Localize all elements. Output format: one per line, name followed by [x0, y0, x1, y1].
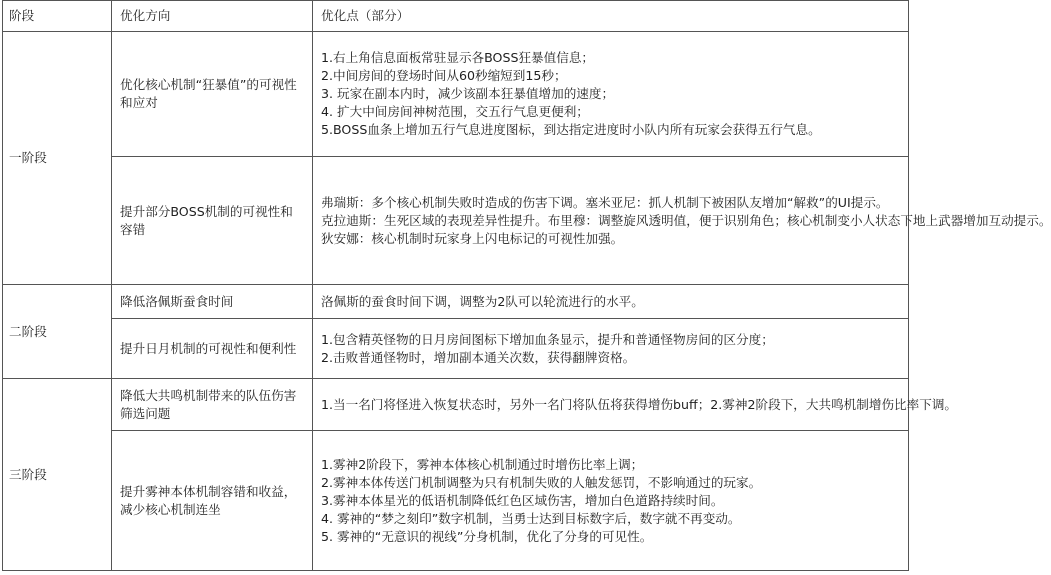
header-points: 优化点（部分） [313, 1, 909, 32]
table-row [3, 431, 909, 571]
point-line: 2.击败普通怪物时，增加副本通关次数，获得翻牌资格。 [321, 349, 636, 365]
table-row [3, 32, 909, 157]
point-line: 3. 玩家在副本内时，减少该副本狂暴值增加的速度； [321, 86, 615, 101]
point-line: 1.雾神2阶段下，雾神本体核心机制通过时增伤比率上调； [321, 456, 644, 472]
header-row [3, 1, 909, 32]
header-stage: 阶段 [3, 1, 112, 32]
point-line: 1.右上角信息面板常驻显示各BOSS狂暴值信息； [321, 50, 595, 65]
point-line: 克拉迪斯：生死区域的表现差异性提升。布里穆：调整旋风透明值，便于识别角色；核心机制变小人状态下地上武器增加互动提示。 [321, 212, 1051, 228]
points-cell [313, 319, 909, 379]
direction-cell: 提升雾神本体机制容错和收益，减少核心机制连坐 [112, 431, 313, 571]
table-row [3, 319, 909, 379]
header-direction: 优化方向 [112, 1, 313, 32]
point-line: 2.雾神本体传送门机制调整为只有机制失败的人触发惩罚，不影响通过的玩家。 [321, 474, 762, 490]
points-cell [313, 431, 909, 571]
direction-cell: 提升日月机制的可视性和便利性 [112, 319, 313, 379]
points-cell [313, 157, 1051, 285]
point-line: 5.BOSS血条上增加五行气息进度图标，到达指定进度时小队内所有玩家会获得五行气息。 [321, 122, 821, 137]
direction-cell: 降低洛佩斯蚕食时间 [112, 285, 313, 319]
direction-cell: 降低大共鸣机制带来的队伍伤害筛选问题 [112, 379, 313, 431]
table-row [3, 379, 909, 431]
point-line: 4. 扩大中间房间神树范围，交五行气息更便利； [321, 104, 589, 119]
points-cell [313, 285, 909, 319]
point-line: 洛佩斯的蚕食时间下调，调整为2队可以轮流进行的水平。 [321, 293, 644, 309]
optimization-table [2, 0, 1051, 571]
points-cell [313, 379, 958, 431]
point-line: 1.包含精英怪物的日月房间图标下增加血条显示，提升和普通怪物房间的区分度； [321, 331, 774, 347]
stage-cell-2: 二阶段 [3, 285, 112, 379]
point-line: 3.雾神本体星光的低语机制降低红色区域伤害，增加白色道路持续时间。 [321, 492, 724, 508]
direction-cell: 优化核心机制“狂暴值”的可视性和应对 [112, 32, 313, 157]
table-row [3, 285, 909, 319]
direction-cell: 提升部分BOSS机制的可视性和容错 [112, 157, 313, 285]
stage-cell-3: 三阶段 [3, 379, 112, 571]
points-cell [313, 32, 909, 157]
point-line: 5. 雾神的“无意识的视线”分身机制，优化了分身的可见性。 [321, 528, 653, 544]
stage-cell-1: 一阶段 [3, 32, 112, 285]
point-line: 弗瑞斯：多个核心机制失败时造成的伤害下调。塞米亚尼：抓人机制下被困队友增加“解救”的UI提示。 [321, 194, 889, 210]
point-line: 狄安娜：核心机制时玩家身上闪电标记的可视性加强。 [321, 230, 624, 246]
point-line: 4. 雾神的“梦之刻印”数字机制，当勇士达到目标数字后，数字就不再变动。 [321, 510, 741, 526]
table-row [3, 157, 909, 285]
point-line: 1.当一名门将怪进入恢复状态时，另外一名门将队伍将获得增伤buff；2.雾神2阶段下，大共鸣机制增伤比率下调。 [321, 396, 958, 412]
point-line: 2.中间房间的登场时间从60秒缩短到15秒； [321, 68, 567, 83]
